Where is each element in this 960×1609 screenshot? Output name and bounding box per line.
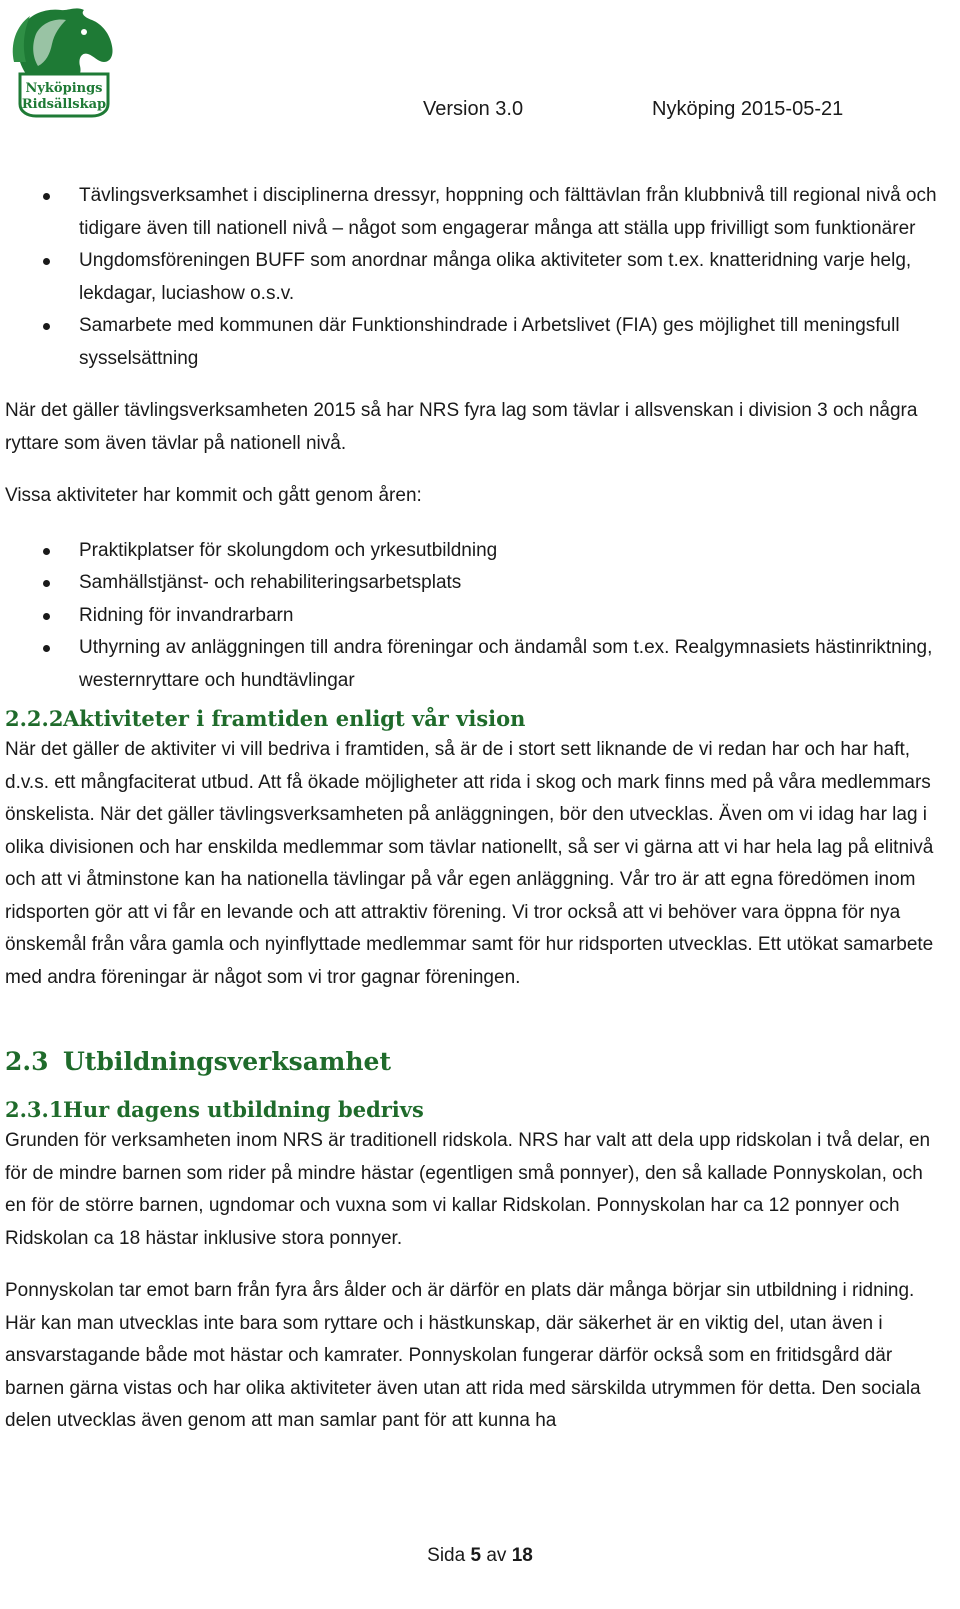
past-activity-list <box>5 535 940 698</box>
paragraph-current-education: Grunden för verksamheten inom NRS är traditionell ridskola. NRS har valt att dela upp ridskolan i två delar, en för de mindre barnen som rider på mindre hästar (egentligen små ponnyer), den så kallade Ponnyskolan, och en för de större barnen, ugndomar och vuxna som vi kallar Ridskolan. Ponnyskolan har ca 12 ponnyer och Ridskolan ca 18 hästar inklusive stora ponnyer. <box>5 1130 931 1249</box>
page-total: 18 <box>511 1545 533 1566</box>
heading-2-3: 2.3 Utbildningsverksamhet <box>5 1047 391 1076</box>
page-footer: Sida 5 av 18 <box>427 1545 533 1566</box>
heading-2-3-1: 2.3.1Hur dagens utbildning bedrivs <box>5 1097 424 1122</box>
list-item: Samhällstjänst- och rehabiliteringsarbetsplats <box>5 567 940 600</box>
bullet-icon <box>43 548 50 555</box>
club-logo <box>6 4 120 120</box>
document-body <box>5 180 940 1438</box>
bullet-icon <box>43 613 50 620</box>
paragraph-pony-school: Ponnyskolan tar emot barn från fyra års ålder och är därför en plats där många börjar sin utbildning i ridning. Här kan man utvecklas inte bara som ryttare och i hästkunskap, där säkerhet är en viktig del, utan även i ansvarstagande både mot hästar och kamrater. Ponnyskolan fungerar därför också som en fritidsgård där barnen gärna vistas och har olika aktiviteter även utan att rida med särskilda utrymmen för detta. Den sociala delen utvecklas även genom att man samlar pant för att kunna ha <box>5 1280 921 1431</box>
heading-2-2-2: 2.2.2Aktiviteter i framtiden enligt vår vision <box>5 706 526 731</box>
paragraph-competition: När det gäller tävlingsverksamheten 2015 så har NRS fyra lag som tävlar i allsvenskan i division 3 och några ryttare som även tävlar på nationell nivå. <box>5 400 918 454</box>
activity-list <box>5 180 940 375</box>
page-number: 5 <box>470 1545 482 1566</box>
paragraph-past-activities: Vissa aktiviteter har kommit och gått genom åren: <box>5 485 422 506</box>
list-item: Ungdomsföreningen BUFF som anordnar många olika aktiviteter som t.ex. knatteridning varje helg, lekdagar, luciashow o.s.v. <box>5 245 940 310</box>
list-item: Ridning för invandrarbarn <box>5 600 940 633</box>
bullet-icon <box>43 258 50 265</box>
bullet-icon <box>43 323 50 330</box>
header-place-date: Nyköping 2015-05-21 <box>652 98 844 120</box>
bullet-icon <box>43 193 50 200</box>
paragraph-future-activities: När det gäller de aktiviter vi vill bedriva i framtiden, så är de i stort sett liknande de vi redan har och har haft, d.v.s. ett mångfaciterat utbud. Att få ökade möjligheter att rida i skog och mark finns med på våra medlemmars önskelista. När det gäller tävlingsverksamheten på anläggningen, bör den utvecklas. Även om vi idag har lag i olika divisionen och har enskilda medlemmar som tävlar nationellt, så ser vi gärna att vi har hela lag på elitnivå och att vi åtminstone kan ha nationella tävlingar på vår egen anläggning. Vår tro är att egna föredömen inom ridsporten gör att vi får en levande och att attraktiv förening. Vi tror också att vi behöver vara öppna för nya önskemål från våra gamla och nyinflyttade medlemmar samt för hur ridsporten utvecklas. Ett utökat samarbete med andra föreningar är något som vi tror gagnar föreningen. <box>5 739 934 988</box>
logo-text-line1: Nyköpings <box>25 81 103 96</box>
header-version: Version 3.0 <box>423 98 524 120</box>
list-item: Samarbete med kommunen där Funktionshindrade i Arbetslivet (FIA) ges möjlighet till meningsfull sysselsättning <box>5 310 940 375</box>
logo-text-line2: Ridsällskap <box>21 97 107 112</box>
list-item: Uthyrning av anläggningen till andra föreningar och ändamål som t.ex. Realgymnasiets hästinriktning, westernryttare och hundtävlingar <box>5 632 940 697</box>
horse-logo-icon <box>6 4 120 120</box>
list-item: Praktikplatser för skolungdom och yrkesutbildning <box>5 535 940 568</box>
bullet-icon <box>43 645 50 652</box>
bullet-icon <box>43 580 50 587</box>
list-item: Tävlingsverksamhet i disciplinerna dressyr, hoppning och fälttävlan från klubbnivå till regional nivå och tidigare även till nationell nivå – något som engagerar många att ställa upp frivilligt som funktionärer <box>5 180 940 245</box>
